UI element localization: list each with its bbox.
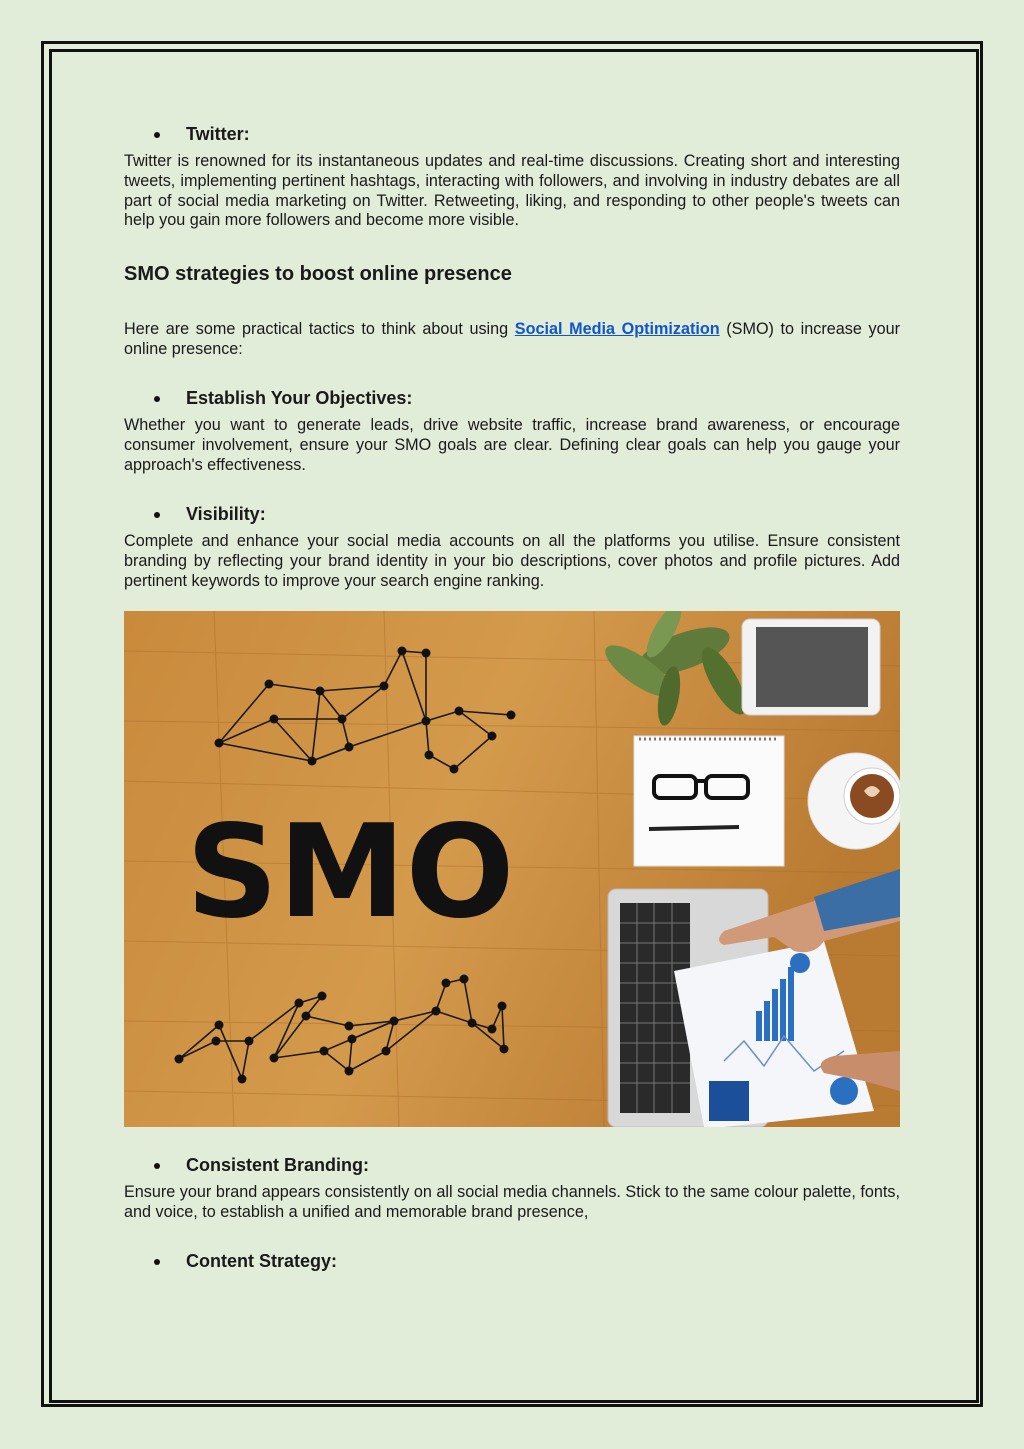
smo-link[interactable]: Social Media Optimization — [514, 320, 720, 338]
report-map — [709, 1081, 749, 1121]
tablet-screen — [756, 627, 868, 707]
bullet-icon — [154, 512, 160, 518]
twitter-paragraph: Twitter is renowned for its instantaneous updates and real-time discussions. Creating short and interesting tweets, implementing pertinent hashtags, interacting with followers, and involving in industry debates are all part of social media marketing on Twitter. Retweeting, liking, and responding to other people's tweets can help you gain more followers and become more visible. — [124, 152, 900, 230]
objectives-paragraph: Whether you want to generate leads, drive website traffic, increase brand awareness, or encourage consumer involvement, ensure your SMO goals are clear. Defining clear goals can help you gauge your approach's effectiveness. — [124, 416, 900, 474]
content-strategy-title: Content Strategy: — [186, 1251, 338, 1271]
bullet-icon — [154, 1259, 160, 1265]
twitter-title: Twitter: — [186, 124, 250, 144]
notebook — [634, 736, 784, 866]
laptop-keyboard — [620, 903, 690, 1113]
section-heading: SMO strategies to boost online presence — [124, 263, 512, 285]
strategies-intro — [124, 320, 900, 360]
bullet-icon — [154, 132, 160, 138]
visibility-paragraph: Complete and enhance your social media accounts on all the platforms you utilise. Ensure consistent branding by reflecting your brand identity in your bio descriptions, cover photos and profile pictures. Add pertinent keywords to improve your search engine ranking. — [124, 532, 900, 590]
intro-text-before: Here are some practical tactics to think about using — [124, 320, 515, 338]
bullet-icon — [154, 396, 160, 402]
report-donut — [830, 1077, 858, 1105]
visibility-title: Visibility: — [186, 504, 266, 524]
branding-paragraph: Ensure your brand appears consistently on all social media channels. Stick to the same colour palette, fonts, and voice, to establish a unified and memorable brand presence, — [124, 1183, 900, 1221]
bullet-icon — [154, 1163, 160, 1169]
pen — [649, 827, 739, 829]
objectives-title: Establish Your Objectives: — [186, 388, 413, 408]
smo-photo-text: SMO — [186, 798, 515, 947]
intro-text-after: (SMO) to increase your online presence: — [124, 320, 900, 358]
report-pie — [790, 953, 810, 973]
branding-title: Consistent Branding: — [186, 1155, 369, 1175]
smo-photo — [124, 611, 900, 1127]
